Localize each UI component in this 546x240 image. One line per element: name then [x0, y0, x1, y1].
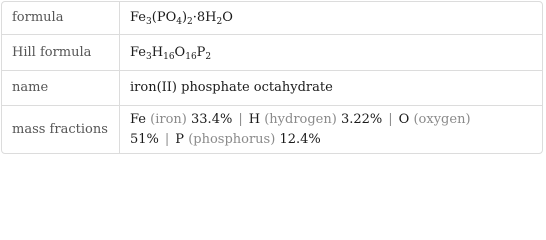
table-row-name [2, 70, 542, 105]
fraction-h-element: (hydrogen) [264, 111, 337, 127]
fraction-h-percent: 3.22% [340, 111, 383, 127]
properties-table [2, 2, 542, 154]
fraction-separator: | [164, 131, 170, 147]
fraction-o-percent: 51% [130, 131, 159, 147]
mass-fractions-line-2 [130, 130, 532, 150]
table-row-formula [2, 2, 542, 34]
fraction-fe-percent: 33.4% [191, 111, 233, 127]
hill-formula-value: $Fe_3H_{16}O_{16}P_2$ [120, 34, 543, 70]
table-row-mass-fractions [2, 105, 542, 154]
fraction-p-element: (phosphorus) [188, 131, 276, 147]
mass-fractions-value [120, 105, 543, 154]
fraction-fe-symbol: Fe [130, 111, 147, 127]
fraction-fe-element: (iron) [150, 111, 187, 127]
fraction-p-symbol: P [175, 131, 185, 147]
row-label-formula: formula [2, 2, 120, 34]
fraction-o-symbol: O [398, 111, 410, 127]
properties-table-card [1, 1, 543, 154]
table-row-hill-formula [2, 34, 542, 70]
mass-fractions-line-1 [130, 110, 532, 130]
name-value: iron(II) phosphate octahydrate [120, 70, 543, 105]
fraction-separator: | [388, 111, 393, 127]
fraction-p-percent: 12.4% [279, 131, 321, 147]
fraction-h-symbol: H [248, 111, 261, 127]
row-label-hill-formula: Hill formula [2, 34, 120, 70]
row-label-name: name [2, 70, 120, 105]
fraction-o-element: (oxygen) [413, 111, 471, 127]
row-label-mass-fractions: mass fractions [2, 105, 120, 154]
fraction-separator: | [238, 111, 243, 127]
formula-value: $Fe_3(PO_4)_2\cdot 8H_2O$ [130, 10, 233, 28]
